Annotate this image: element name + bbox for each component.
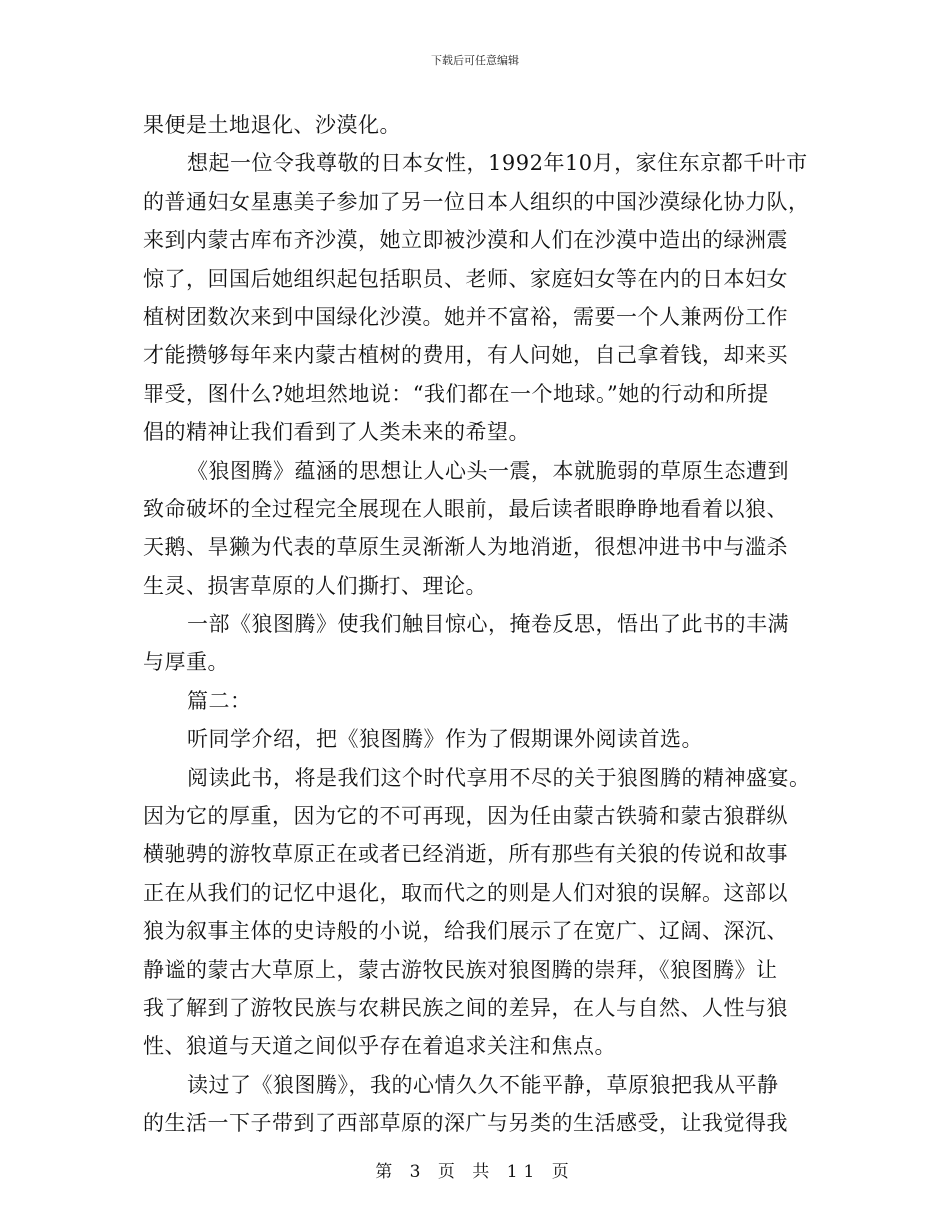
- text-line: 阅读此书，将是我们这个时代享用不尽的关于狼图腾的精神盛宴。: [187, 765, 811, 790]
- text-line: 生灵、损害草原的人们撕打、理论。: [143, 573, 487, 598]
- text-line: 与厚重。: [143, 650, 229, 675]
- page-footer: 第 3 页 共 11 页: [375, 1162, 575, 1182]
- text-line: 正在从我们的记忆中退化，取而代之的则是人们对狼的误解。这部以: [143, 880, 788, 905]
- text-line: 果便是土地退化、沙漠化。: [143, 113, 401, 137]
- text-line: 读过了《狼图腾》，我的心情久久不能平静，草原狼把我从平静: [187, 1072, 779, 1097]
- text-line: 的生活一下子带到了西部草原的深广与另类的生活感受，让我觉得我: [143, 1111, 788, 1136]
- text-line: 才能攒够每年来内蒙古植树的费用，有人问她，自己拿着钱，却来买: [143, 343, 788, 368]
- text-line: 篇二：: [187, 688, 252, 713]
- text-line: 静谧的蒙古大草原上，蒙古游牧民族对狼图腾的崇拜，《狼图腾》让: [143, 957, 778, 982]
- text-line: 因为它的厚重，因为它的不可再现，因为任由蒙古铁骑和蒙古狼群纵: [143, 804, 788, 829]
- text-line: 来到内蒙古库布齐沙漠，她立即被沙漠和人们在沙漠中造出的绿洲震: [143, 228, 788, 253]
- text-line: 惊了，回国后她组织起包括职员、老师、家庭妇女等在内的日本妇女: [143, 266, 788, 291]
- text-line: 横驰骋的游牧草原正在或者已经消逝，所有那些有关狼的传说和故事: [143, 842, 788, 867]
- document-body: [143, 106, 843, 1143]
- text-line: 性、狼道与天道之间似乎存在着追求关注和焦点。: [143, 1034, 616, 1059]
- text-line: 我了解到了游牧民族与农耕民族之间的差异，在人与自然、人性与狼: [143, 995, 788, 1020]
- text-line: 倡的精神让我们看到了人类未来的希望。: [143, 420, 530, 445]
- text-line: 的普通妇女星惠美子参加了另一位日本人组织的中国沙漠绿化协力队，: [143, 189, 810, 214]
- text-line: 罪受，图什么?她坦然地说：“我们都在一个地球。”她的行动和所提: [143, 381, 769, 406]
- text-line: 狼为叙事主体的史诗般的小说，给我们展示了在宽广、辽阔、深沉、: [143, 919, 788, 944]
- text-line: 《狼图腾》蕴涵的思想让人心头一震，本就脆弱的草原生态遭到: [187, 458, 789, 483]
- text-line: 天鹅、旱獭为代表的草原生灵渐渐人为地消逝，很想冲进书中与滥杀: [143, 535, 788, 560]
- text-line: 植树团数次来到中国绿化沙漠。她并不富裕，需要一个人兼两份工作: [143, 304, 788, 329]
- text-line: 一部《狼图腾》使我们触目惊心，掩卷反思，悟出了此书的丰满: [187, 612, 789, 637]
- text-line: 致命破坏的全过程完全展现在人眼前，最后读者眼睁睁地看着以狼、: [143, 496, 788, 521]
- page-header: 下载后可任意编辑: [431, 54, 519, 67]
- text-line: 听同学介绍，把《狼图腾》作为了假期课外阅读首选。: [187, 727, 703, 752]
- text-line: 想起一位令我尊敬的日本女性，1992年10月，家住东京都千叶市: [187, 151, 808, 176]
